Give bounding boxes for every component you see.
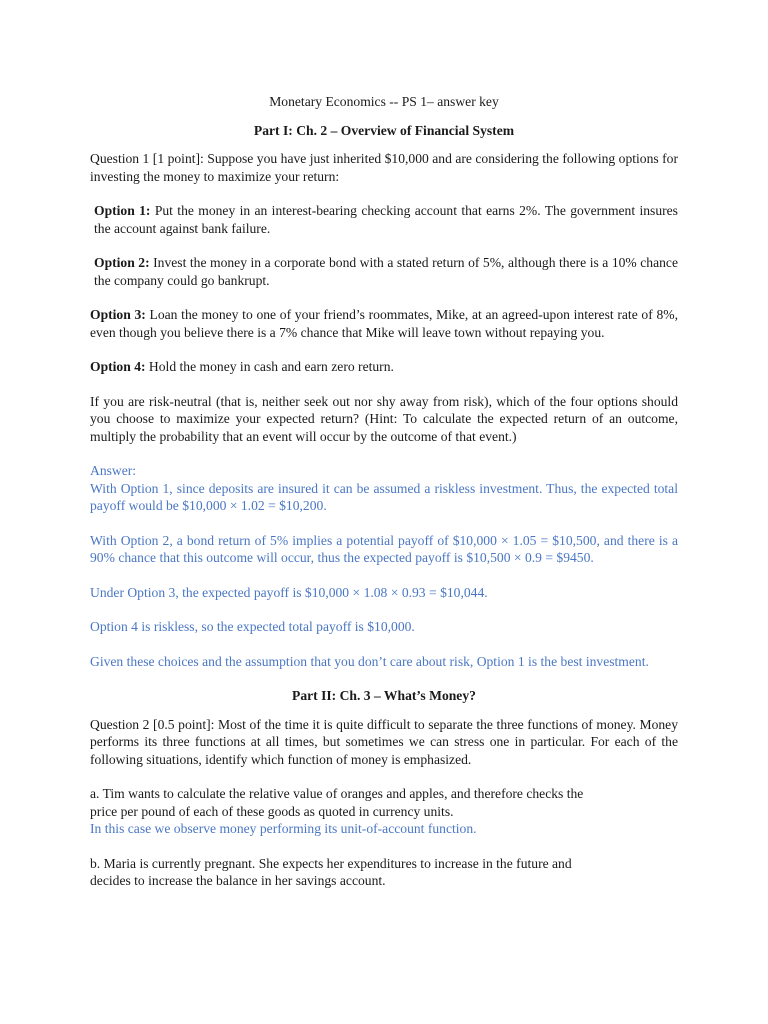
answer-option-2: With Option 2, a bond return of 5% implies a potential payoff of $10,000 × 1.05 = $10,500, and there is a 90% chance that this outcome will occur, thus the expected payoff is $10,500 × 0.9 = $9450. — [90, 532, 678, 565]
question1-prompt: Question 1 [1 point]: Suppose you have just inherited $10,000 and are considering the following options for investing the money to maximize your return: — [90, 151, 678, 184]
option-4-label: Option 4: — [90, 359, 146, 374]
answer-conclusion: Given these choices and the assumption that you don’t care about risk, Option 1 is the best investment. — [90, 653, 649, 669]
answer-label: Answer: — [90, 463, 137, 478]
document-title: Monetary Economics -- PS 1– answer key — [269, 94, 499, 109]
part1-heading: Part I: Ch. 2 – Overview of Financial System — [253, 122, 515, 138]
option-1-label: Option 1: — [94, 203, 151, 218]
option-2-text: Invest the money in a corporate bond with a stated return of 5%, although there is a 10% chance the company could go bankrupt. — [94, 255, 678, 288]
option-1 — [90, 202, 678, 237]
option-1-text: Put the money in an interest-bearing checking account that earns 2%. The government insures the account against bank failure. — [94, 203, 678, 236]
question2a-line2: price per pound of each of these goods as quoted in currency units. — [90, 803, 454, 819]
answer-option-1: With Option 1, since deposits are insured it can be assumed a riskless investment. Thus, the expected total payoff would be $10,000 × 1.02 = $10,200. — [90, 480, 678, 513]
option-3 — [90, 306, 678, 341]
question2b-line1: b. Maria is currently pregnant. She expects her expenditures to increase in the future and — [90, 855, 572, 871]
option-4 — [90, 358, 678, 376]
option-2 — [90, 254, 678, 289]
answer-option-3: Under Option 3, the expected payoff is $10,000 × 1.08 × 0.93 = $10,044. — [90, 584, 488, 600]
option-2-label: Option 2: — [94, 255, 150, 270]
question2-prompt: Question 2 [0.5 point]: Most of the time it is quite difficult to separate the three functions of money. Money performs its three functions at all times, but sometimes we can stress one in particular. For each of the following situations, identify which function of money is emphasized. — [90, 716, 678, 767]
option-4-text: Hold the money in cash and earn zero return. — [145, 359, 394, 374]
option-3-label: Option 3: — [90, 307, 146, 322]
part2-heading: Part II: Ch. 3 – What’s Money? — [292, 688, 476, 703]
option-3-text: Loan the money to one of your friend’s roommates, Mike, at an agreed-upon interest rate of 8%, even though you believe there is a 7% chance that Mike will leave town without repaying you. — [90, 307, 678, 340]
question2b-line2: decides to increase the balance in her savings account. — [90, 873, 386, 888]
answer-option-4: Option 4 is riskless, so the expected total payoff is $10,000. — [90, 619, 415, 634]
question1-question: If you are risk-neutral (that is, neither seek out nor shy away from risk), which of the four options should you choose to maximize your expected return? (Hint: To calculate the expected return of an outcome, multiply the probability that an event will occur by the outcome of that event.) — [90, 393, 678, 444]
question2a-answer: In this case we observe money performing its unit-of-account function. — [90, 821, 477, 836]
question2a-line1: a. Tim wants to calculate the relative value of oranges and apples, and therefore checks the — [90, 786, 584, 801]
